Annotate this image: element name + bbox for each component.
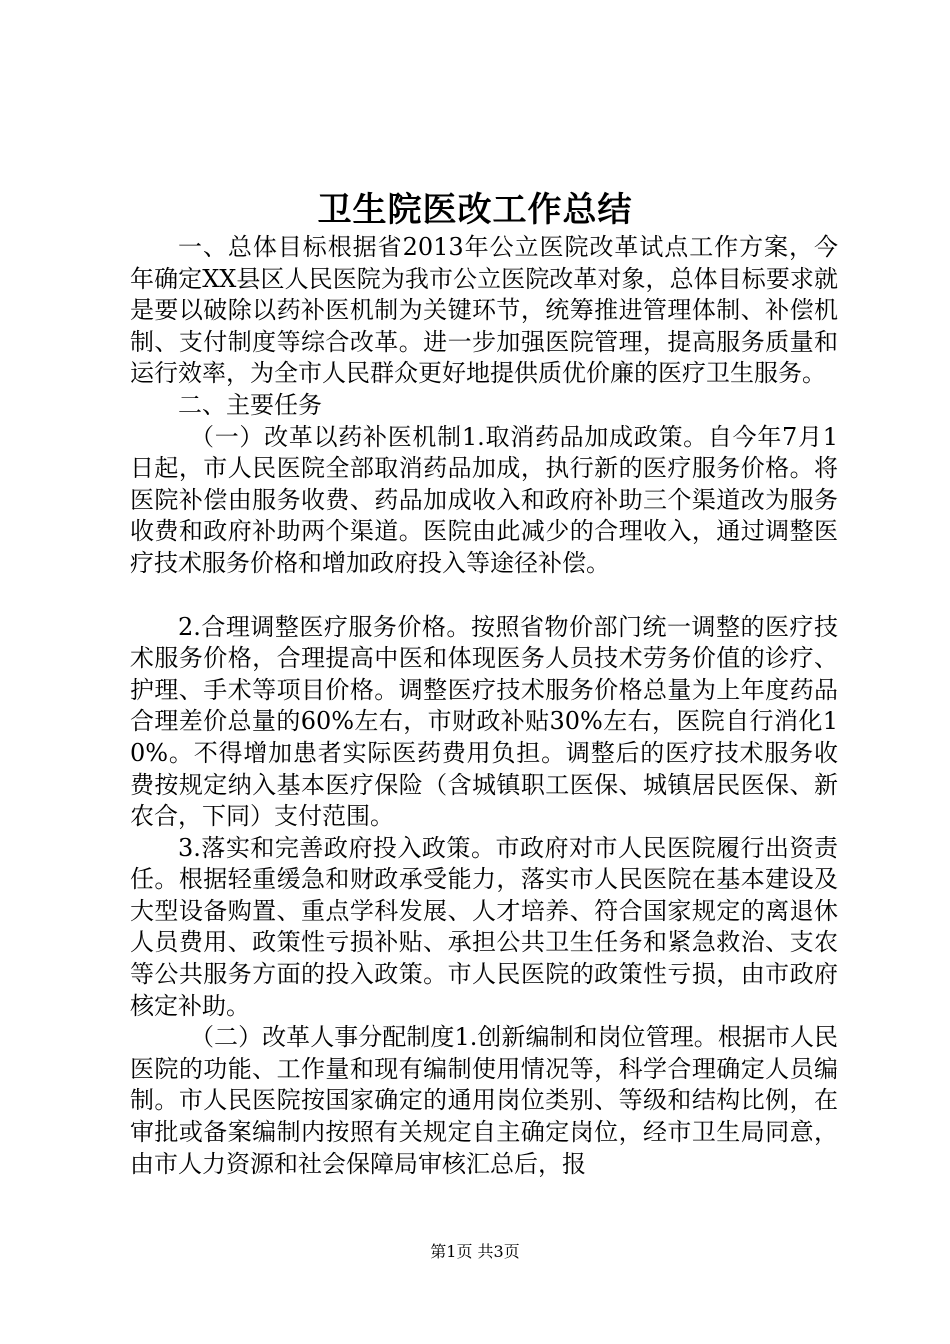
paragraph-main-tasks-heading: 二、主要任务 bbox=[178, 390, 322, 419]
paragraph-price-adjustment: 2.合理调整医疗服务价格。按照省物价部门统一调整的医疗技术服务价格，合理提高中医和体现医务人员技术劳务价值的诊疗、护理、手术等项目价格。调整医疗技术服务价格总量为上年度药品合理差价总量的60%左右，市财政补贴30%左右，医院自行消化10%。不得增加患者实际医药费用负担。调整后的医疗技术服务收费按规定纳入基本医疗保险（含城镇职工医保、城镇居民医保、新农合，下同）支付范围。 bbox=[130, 612, 838, 831]
paragraph-government-investment: 3.落实和完善政府投入政策。市政府对市人民医院履行出资责任。根据轻重缓急和财政承受能力，落实市人民医院在基本建设及大型设备购置、重点学科发展、人才培养、符合国家规定的离退休人员费用、政策性亏损补贴、承担公共卫生任务和紧急救治、支农等公共服务方面的投入政策。市人民医院的政策性亏损，由市政府核定补助。 bbox=[130, 833, 838, 1020]
document-title: 卫生院医改工作总结 bbox=[317, 190, 633, 230]
paragraph-overall-goal: 一、总体目标根据省2013年公立医院改革试点工作方案，今年确定XX县区人民医院为我市公立医院改革对象，总体目标要求就是要以破除以药补医机制为关键环节，统筹推进管理体制、补偿机制、支付制度等综合改革。进一步加强医院管理，提高服务质量和运行效率，为全市人民群众更好地提供质优价廉的医疗卫生服务。 bbox=[130, 233, 838, 388]
document-body bbox=[130, 232, 838, 1180]
paragraph-drug-reform: （一）改革以药补医机制1.取消药品加成政策。自今年7月1日起，市人民医院全部取消药品加成，执行新的医疗服务价格。将医院补偿由服务收费、药品加成收入和政府补助三个渠道改为服务收费和政府补助两个渠道。医院由此减少的合理收入，通过调整医疗技术服务价格和增加政府投入等途径补偿。 bbox=[130, 422, 838, 577]
paragraph-personnel-reform: （二）改革人事分配制度1.创新编制和岗位管理。根据市人民医院的功能、工作量和现有编制使用情况等，科学合理确定人员编制。市人民医院按国家确定的通用岗位类别、等级和结构比例，在审批或备案编制内按照有关规定自主确定岗位，经市卫生局同意，由市人力资源和社会保障局审核汇总后，报 bbox=[130, 1023, 838, 1178]
page-footer: 第1页 共3页 bbox=[430, 1242, 520, 1261]
